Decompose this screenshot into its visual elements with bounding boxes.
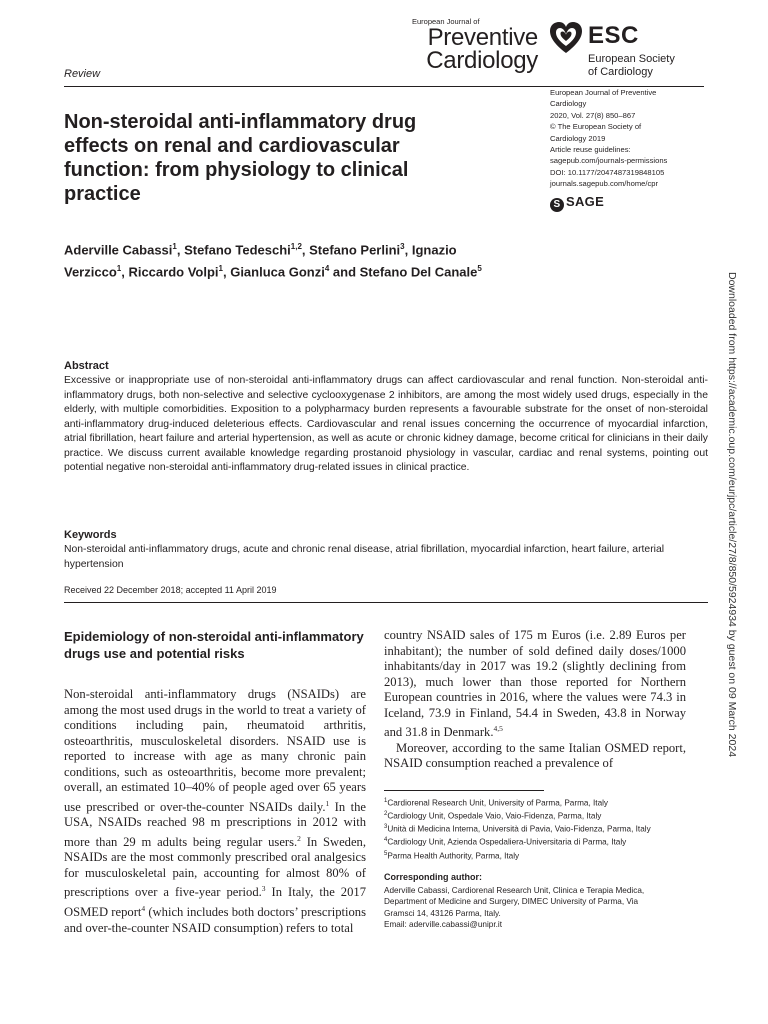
affiliation-item [384,822,708,835]
author-name: Stefano Del Canale [359,264,478,280]
affiliation-number: 1 [384,798,388,804]
affiliation-number: 2 [384,811,388,818]
body-text-run: In the USA, NSAIDs reached 98 m prescriptions in 2012 with more than 29 m adults being regular users. [64,799,366,849]
body-column-right [384,628,686,772]
sage-logo[interactable] [550,194,604,212]
body-paragraph [384,628,686,741]
affiliation-number: 3 [384,824,388,831]
citation-ref[interactable]: 3 [261,884,266,894]
download-note-text[interactable]: Downloaded from https://academic.oup.com/eurjpc/article/27/8/850/5924934 by guest on 09 March 2024 [726,272,738,758]
journal-logo-line1: Preventive [427,24,538,51]
affiliation-text: Unità di Medicina Interna, Università di Pavia, Vaio-Fidenza, Parma, Italy [387,825,651,835]
meta-line: © The European Society of [550,122,642,132]
esc-name-line: of Cardiology [588,66,653,78]
journal-logo-prefix: European Journal of [412,17,480,26]
received-dates: Received 22 December 2018; accepted 11 April 2019 [64,585,277,595]
affiliation-item [384,796,708,809]
author-affiliation-ref: 1 [116,263,122,273]
meta-line: Article reuse guidelines: [550,145,631,155]
body-text-run: Moreover, according to the same Italian OSMED report, NSAID consumption reached a prevalence of [384,740,686,771]
sage-s-icon: S [550,198,564,212]
meta-line: 2020, Vol. 27(8) 850–867 [550,110,636,120]
body-text-run: country NSAID sales of 175 m Euros (i.e. 2.89 Euros per inhabitant); the number of sold defined daily doses/1000 inhabitants/day in 2017 was 19.2 (slightly declining from 2013), much lower than those reported for Northern European countries in 2016, where the values were 74.3 in Iceland, 73.9 in Finland, 54.4 in Sweden, 43.8 in Norway and 31.8 in Denmark. [384,628,686,740]
body-paragraph [384,741,686,772]
meta-line: European Journal of Preventive [550,88,657,97]
citation-ref[interactable]: 1 [325,798,330,808]
body-paragraph [64,687,366,936]
affiliation-text: Cardiology Unit, Azienda Ospedaliera-Universitaria di Parma, Italy [387,838,627,848]
esc-acronym: ESC [588,22,639,49]
esc-full-name [588,53,675,79]
body-text-run: In Italy, the 2017 OSMED report [64,885,366,920]
abstract-text: Excessive or inappropriate use of non-steroidal anti-inflammatory drugs can affect cardiovascular and renal function. Non-steroidal anti-inflammatory drugs, both non-selective and selective cyclooxygenase 2 inhibitors, are among the most widely used drugs, especially in the elderly, with multiple comorbidities. Exposition to a polypharmacy burden represents a favourable substrate for the onset of non-steroidal anti-inflammatory drug-induced deleterious effects. Cardiovascular and renal issues concerning the occurrence of myocardial infarction, atrial fibrillation, heart failure and arterial hypertension, as well as acute or chronic kidney damage, become critical for clinicians in their daily practice. We discuss current available knowledge regarding prostanoid physiology in vascular, cardiac and renal systems, pointing out potential negative non-steroidal anti-inflammatory drug-related issues in clinical practice. [64,375,708,473]
sage-logo-text: SAGE [566,194,605,209]
corresponding-author-details [384,885,708,931]
corresponding-line: Department of Medicine and Surgery, DIMEC University of Parma, Via [384,897,639,907]
author-separator: , [404,242,412,258]
author-name: Stefano Tedeschi [184,242,291,258]
esc-heart-icon [548,20,584,56]
affiliation-item [384,809,708,822]
journal-logo[interactable] [398,17,538,72]
author-affiliation-ref: 1 [218,263,223,273]
meta-link-permissions[interactable]: sagepub.com/journals-permissions [550,156,668,166]
affiliation-text: Cardiorenal Research Unit, University of Parma, Parma, Italy [387,798,609,808]
author-name: Gianluca Gonzi [230,264,325,280]
keywords-heading: Keywords [64,529,117,541]
author-affiliation-ref: 5 [477,263,482,273]
section-rule [64,602,708,603]
author-name: Aderville Cabassi [64,242,173,258]
citation-ref[interactable]: 4,5 [493,724,503,733]
article-type-label: Review [64,68,101,80]
body-column-left [64,687,366,936]
author-separator: , [301,242,310,258]
affiliation-text: Cardiology Unit, Ospedale Vaio, Vaio-Fidenza, Parma, Italy [387,811,602,821]
author-name: Ignazio Verzicco [64,242,457,280]
download-note [722,272,752,972]
keywords-text: Non-steroidal anti-inflammatory drugs, acute and chronic renal disease, atrial fibrillation, myocardial infarction, heart failure, arterial hypertension [64,544,665,570]
affiliation-number: 5 [384,850,388,857]
author-affiliation-ref: 1,2 [290,242,302,251]
citation-ref[interactable]: 4 [141,904,146,914]
body-text-run: (which includes both doctors’ prescriptions and over-the-counter NSAID consumption) refers to total [64,905,366,935]
esc-name-line: European Society [588,53,675,65]
affiliation-item [384,835,708,848]
meta-line: Cardiology [550,99,587,109]
article-title: Non-steroidal anti-inflammatory drug effects on renal and cardiovascular function: from physiology to clinical practice [64,111,417,205]
author-name: Riccardo Volpi [128,264,219,280]
meta-line: Cardiology 2019 [550,133,606,143]
corresponding-author-heading: Corresponding author: [384,872,482,882]
corresponding-email[interactable]: Email: aderville.cabassi@unipr.it [384,920,502,930]
affiliation-text: Parma Health Authority, Parma, Italy [387,851,520,861]
meta-link-journal[interactable]: journals.sagepub.com/home/cpr [550,179,659,189]
affiliation-number: 4 [384,837,388,844]
author-affiliation-ref: 4 [324,263,330,273]
author-list [64,238,484,282]
body-text-run: In Sweden, NSAIDs are the most commonly prescribed oral analgesics for musculoskeletal pain, accounting for almost 80% of prescriptions over a five-year period. [64,834,366,900]
corresponding-line: Gramsci 14, 43126 Parma, Italy. [384,908,501,918]
journal-metadata [550,87,710,190]
author-affiliation-ref: 3 [400,242,405,251]
section-heading: Epidemiology of non-steroidal anti-inflammatory drugs use and potential risks [64,629,364,661]
affiliation-item [384,849,708,862]
author-separator: , [222,264,231,280]
affiliations [384,796,708,862]
footnote-rule [384,790,544,791]
citation-ref[interactable]: 2 [297,833,301,843]
corresponding-line: Aderville Cabassi, Cardiorenal Research Unit, Clinica e Terapia Medica, [384,886,645,895]
author-separator: and [329,264,360,280]
journal-logo-line2: Cardiology [426,47,538,74]
author-name: Stefano Perlini [309,242,401,258]
body-text-run: Non-steroidal anti-inflammatory drugs (NSAIDs) are among the most used drugs in the world to treat a variety of conditions including pain, rheumatoid arthritis, osteoarthritis, musculoskeletal disorders. NSAID use is reported to increase with age as many chronic pain conditions, such as osteoarthritis, become more prevalent; overall, an estimated 10–40% of people aged over 65 years use prescribed or over-the-counter NSAIDs daily. [64,687,366,814]
esc-logo[interactable] [548,20,708,82]
abstract-heading: Abstract [64,360,109,372]
author-separator: , [176,242,185,258]
meta-doi[interactable]: DOI: 10.1177/2047487319848105 [550,167,665,177]
author-separator: , [121,264,129,280]
author-affiliation-ref: 1 [172,242,177,251]
